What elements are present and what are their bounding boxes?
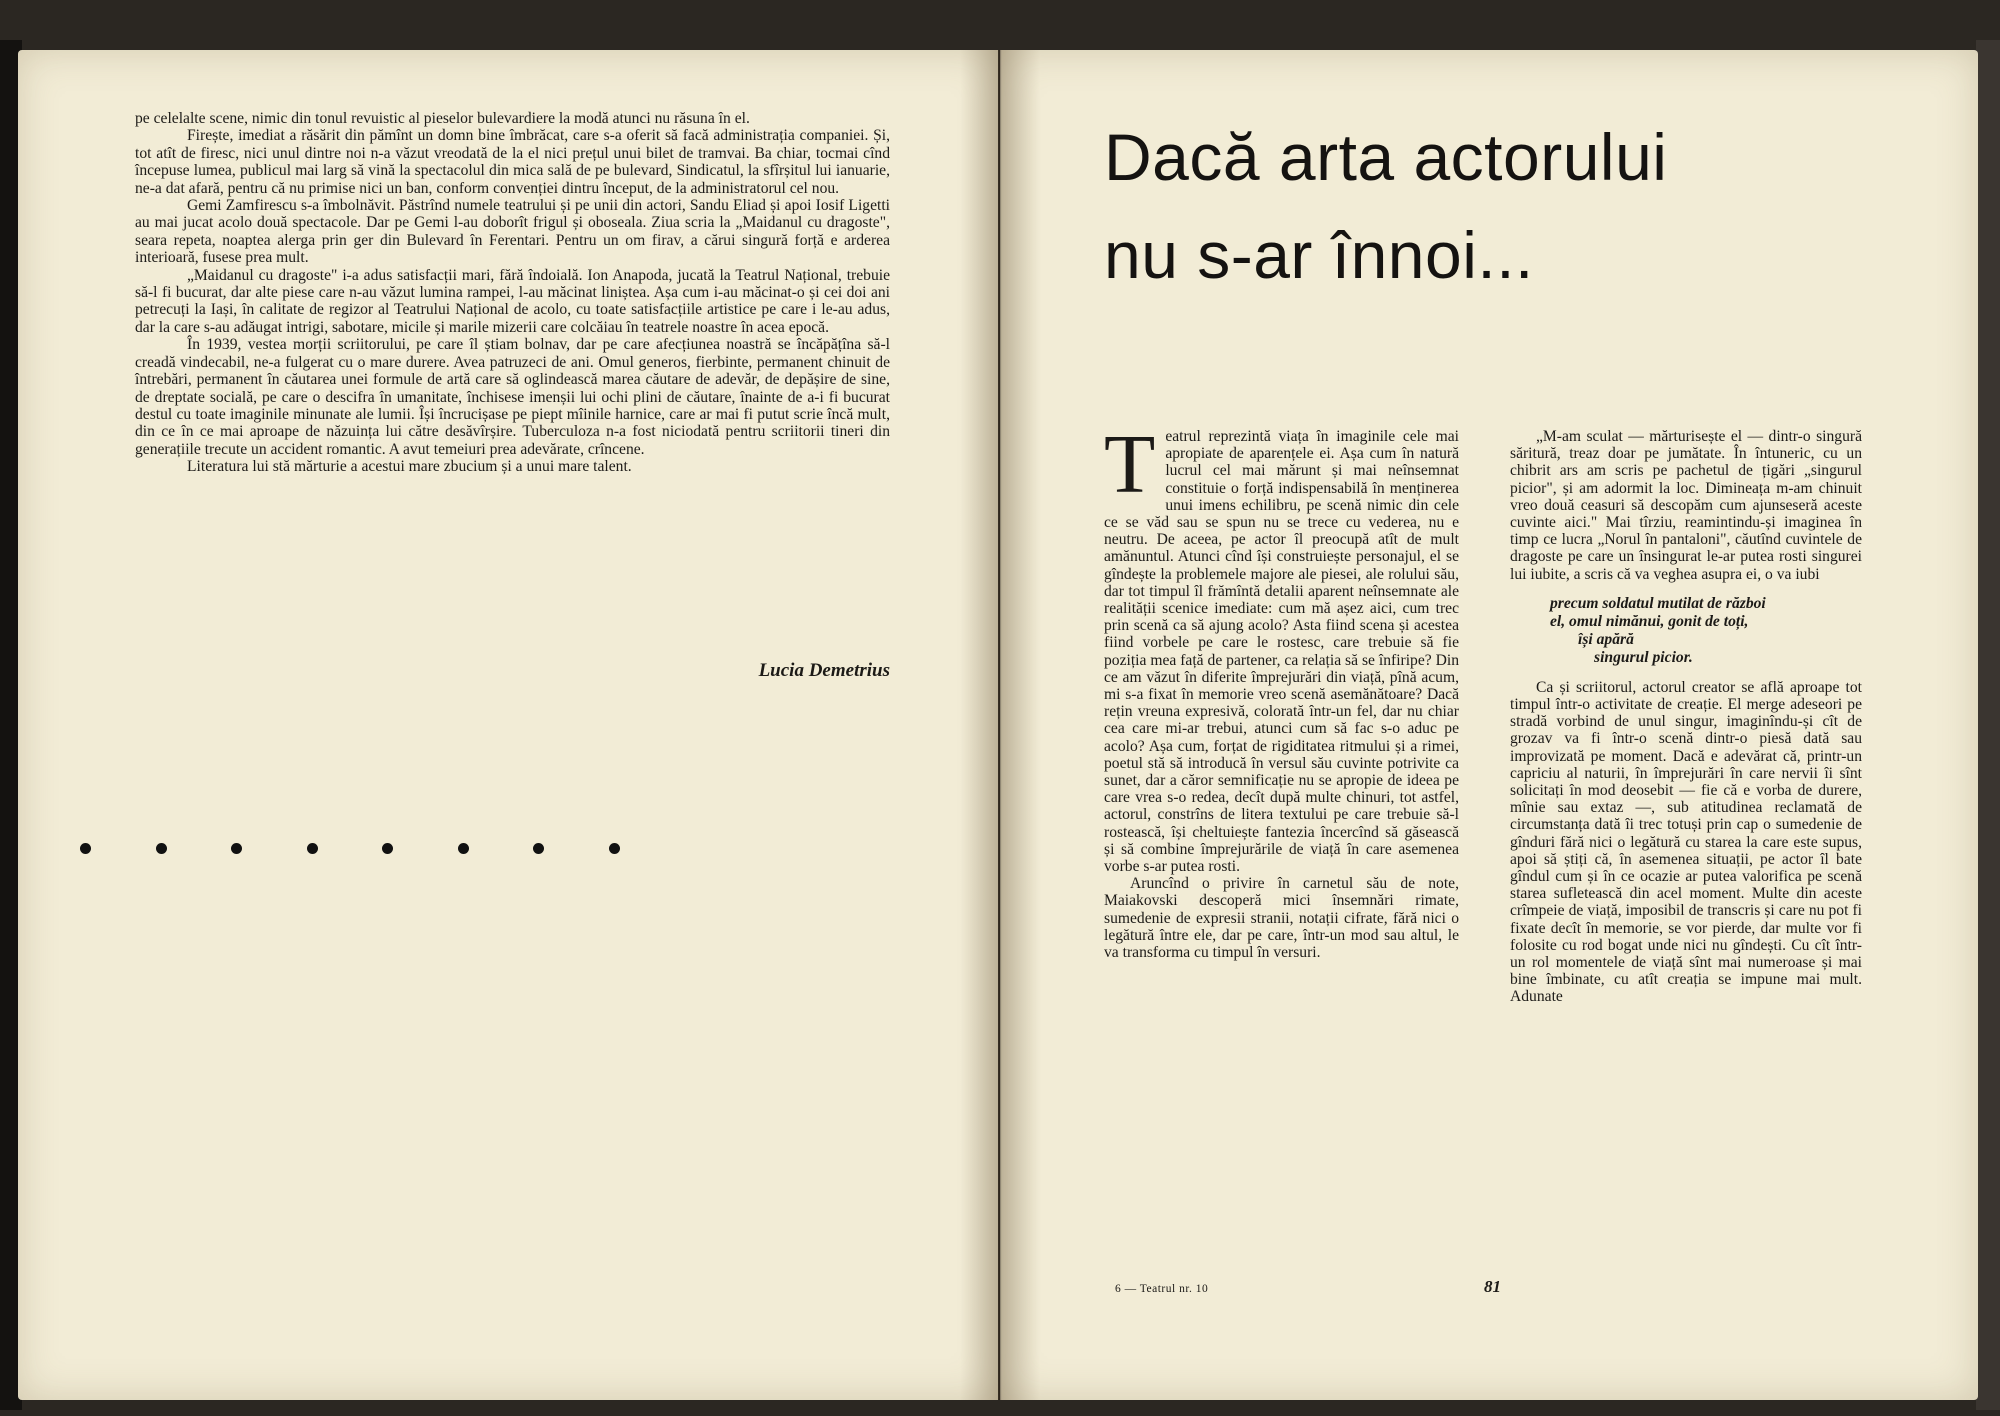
- paragraph: Ca și scriitorul, actorul creator se află aproape tot timpul într-o activitate de creație. El merge adeseori pe stradă vorbind de unul singur, imaginîndu-și cît de grozav va fi într-o scenă dintr-o piesă dată sau improvizată pe moment. Dacă e adevărat că, printr-un capriciu al naturii, în împrejurări în care nervii îi sînt solicitați în mod deosebit — fie că e vorba de durere, mînie sau extaz —, sub atitudinea reclamată de circumstanța dată îi trec totuși prin cap o sumedenie de gînduri fără nici o legătură cu starea la care este supus, apoi să știți că, în asemenea situații, pe actor îl bate gîndul cum și în ce ocazie ar putea valorifica pe scenă starea sufletească din acel moment. Multe din aceste crîmpeie de viață, imposibil de transcris și care nu pot fi fixate decît în memorie, se vor pierde, dar multe vor fi folosite cu rod bogat unde nici nu gîndești. Cu cît într-un rol momentele de viață sînt mai numeroase și mai bine îmbinate, cu atît creația se impune mai mult. Adunate: [1510, 678, 1862, 1006]
- left-article-body: [135, 110, 890, 476]
- lead-paragraph: eatrul reprezintă viața în imaginile cele mai apropiate de aparențele ei. Așa cum în natură lucrul cel mai mărunt și mai neînsemnat constituie o forță indispensabilă în menținerea unui imens echilibru, pe scenă nimic din cele ce se văd sau se spun nu se trece cu vederea, nu e neutru. De aceea, pe actor îl preocupă atît de mult amănuntul. Atunci cînd își construiește personajul, el se gîndește la problemele majore ale piesei, ale rolului său, dar tot timpul îl frămîntă detalii aparent neînsemnate ale realității scenice imediate: cum mă așez aici, cum trec prin scenă ca să ajung acolo? Asta fiind scena și acestea fiind vorbele pe care le rostesc, care trebuie să fie poziția mea față de partener, ca relația să se înfiripe? Din ce am văzut în diferite împrejurări din viață, pînă acum, mi s-a fixat în memorie vreo scenă asemănătoare? Dacă rețin vreuna expresivă, colorată într-un fel, dar nu chiar cea care mi-ar trebui, atunci cum să fac s-o aduc pe acolo? Așa cum, forțat de rigiditatea ritmului și a rimei, poetul stă să introducă în versul său cuvinte potrivite ca sunet, dar a căror semnificație nu se apropie de ideea pe care vrea s-o redea, decît după multe chinuri, tot astfel, actorul, constrîns de litera textului pe care trebuie să-l rostească, își cheltuiește fantezia încercînd să găsească și să combine împrejurările de viață în care asemenea vorbe s-ar putea rosti.: [1104, 428, 1459, 876]
- paragraph: „M-am sculat — mărturisește el — dintr-o singură săritură, treaz doar pe jumătate. În întuneric, cu un chibrit ars am scris pe pachetul de țigări „singurul picior", și am adormit la loc. Dimineața m-am chinuit vreo două ceasuri să descopăm cum ajunseseră aceste cuvinte aici." Mai tîrziu, reamintindu-și imaginea în timp ce lucra „Norul în pantaloni", căutînd cuvintele de dragoste pe care un însingurat le-ar putea rosti singurei lui iubite, a scris că va veghea asupra ei, o va iubi: [1510, 428, 1862, 583]
- paragraph: Aruncînd o privire în carnetul său de note, Maiakovski descoperă mici însemnări rimate, sumedenie de expresii stranii, notații cifrate, fără nici o legătură între ele, dar pe care, într-un mod sau altul, le va transforma cu timpul în versuri.: [1104, 875, 1459, 962]
- separator-dot: [156, 843, 167, 854]
- poem-quote: [1550, 595, 1862, 667]
- article-column-1: [1104, 418, 1459, 962]
- paragraph: Firește, imediat a răsărit din pămînt un domn bine îmbrăcat, care s-a oferit să facă administrația companiei. Și, tot atît de firesc, nici unul dintre noi n-a văzut vreodată de la el nici prețul unui bilet de tramvai. Ba chiar, tocmai cînd începuse lumea, publicul mai larg să vină la spectacolul din mica sală de pe bulevard, Sindicatul, la sfîrșitul lui ianuarie, ne-a dat afară, pentru că nu primise nici un ban, conform convenției dintru început, de la administratorul cel nou.: [135, 127, 890, 197]
- page-number: 81: [1484, 1277, 1501, 1296]
- author-signature: Lucia Demetrius: [758, 660, 890, 681]
- article-title: [1104, 108, 1804, 304]
- paragraph: pe celelalte scene, nimic din tonul revuistic al pieselor bulevardiere la modă atunci nu răsuna în el.: [135, 110, 750, 127]
- title-line: nu s-ar înnoi...: [1104, 218, 1534, 292]
- separator-dot: [307, 843, 318, 854]
- section-separator-dots: [80, 843, 620, 854]
- paragraph: Gemi Zamfirescu s-a îmbolnăvit. Păstrînd numele teatrului și pe unii din actori, Sandu Eliad și apoi Iosif Ligetti au mai jucat acolo două spectacole. Dar pe Gemi l-au doborît frigul și oboseala. Ziua scria la „Maidanul cu dragoste", seara repeta, noaptea alerga prin ger din Bulevard în Ferentari. Pentru un om firav, a cărui singură forță e arderea interioară, fusese prea mult.: [135, 197, 890, 267]
- poem-line: își apără: [1578, 630, 1634, 648]
- drop-cap: T: [1104, 418, 1156, 511]
- paragraph: În 1939, vestea morții scriitorului, pe care îl știam bolnav, dar pe care afecțiunea noastră se încăpățîna să-l creadă vindecabil, ne-a fulgerat cu o mare durere. Avea patruzeci de ani. Omul generos, fierbinte, permanent chinuit de întrebări, permanent în căutarea unei formule de artă care să oglindească marea căutare de adevăr, de depășire de sine, de dreptate socială, pe care o descifra în umanitate, închisese imenșii lui ochi plini de căutare, înainte de a-i fi bucurat destul cu toate imaginile minunate ale lumii. Își încrucișase pe piept mîinile harnice, care ar mai fi putut scrie încă mult, din ce în ce mai aproape de năzuința lui către desăvîrșire. Tuberculoza n-a fost niciodată pentru scriitorii tineri din generațiile trecute un accident romantic. A avut temeiuri prea adevărate, crîncene.: [135, 336, 890, 458]
- separator-dot: [382, 843, 393, 854]
- title-line: Dacă arta actorului: [1104, 120, 1668, 194]
- separator-dot: [458, 843, 469, 854]
- book-spine-right: [1976, 40, 2000, 1410]
- poem-line: singurul picior.: [1594, 648, 1693, 666]
- poem-line: el, omul nimănui, gonit de toți,: [1550, 612, 1749, 630]
- page-footer-source: 6 — Teatrul nr. 10: [1115, 1283, 1209, 1295]
- paragraph: „Maidanul cu dragoste" i-a adus satisfacții mari, fără îndoială. Ion Anapoda, jucată la Teatrul Național, trebuie să-l fi bucurat, dar alte piese care n-au văzut lumina rampei, l-au măcinat liniștea. Așa cum i-au măcinat-o și cei doi ani petrecuți la Iași, în calitate de regizor al Teatrului Național de acolo, cu toate satisfacțiile artistice pe care i le-au adus, dar la care s-au adăugat intrigi, sabotare, micile și marile mizerii care colcăiau în teatrele noastre în acea epocă.: [135, 266, 890, 336]
- separator-dot: [609, 843, 620, 854]
- paragraph: Literatura lui stă mărturie a acestui mare zbucium și a unui mare talent.: [187, 458, 632, 476]
- separator-dot: [80, 843, 91, 854]
- poem-line: precum soldatul mutilat de război: [1550, 594, 1766, 612]
- separator-dot: [533, 843, 544, 854]
- separator-dot: [231, 843, 242, 854]
- article-column-2: [1510, 428, 1862, 1006]
